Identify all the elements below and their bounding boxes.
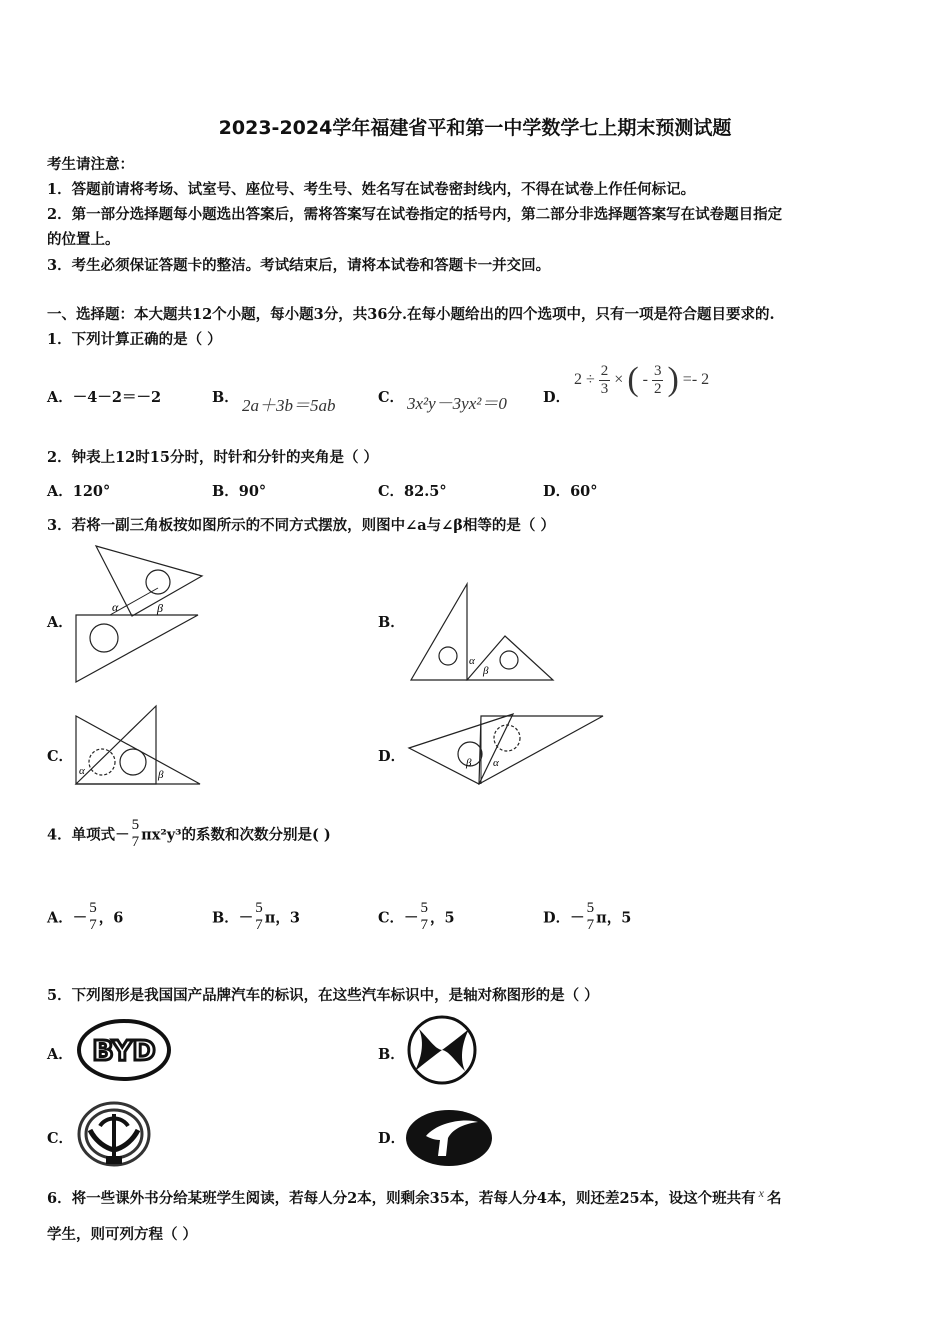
q4-a-label: A．－ — [47, 909, 88, 927]
q1-d-times: × — [614, 371, 624, 388]
byd-logo-text: BYD — [92, 1034, 156, 1067]
q4-b-num: 5 — [255, 900, 263, 916]
q3-option-a-label: A． — [47, 614, 73, 631]
q1-c-expr: 3x²y－3yx²＝0 — [407, 394, 507, 413]
q5-option-d-label: D． — [378, 1130, 406, 1147]
q4-c-num: 5 — [420, 900, 429, 916]
q4-b-den: 7 — [255, 917, 263, 933]
q6-var-x: x — [758, 1186, 764, 1200]
q4-frac — [130, 817, 142, 851]
q2-option-c: C．82.5° — [378, 483, 447, 500]
q4-a-den: 7 — [89, 917, 97, 933]
q6-line1 — [47, 1186, 781, 1208]
notice-item-2-cont: 的位置上。 — [47, 231, 120, 248]
q4-a-num: 5 — [89, 900, 97, 916]
q4-b-post: π，3 — [264, 909, 300, 927]
notice-item-2: 2．第一部分选择题每小题选出答案后，需将答案写在试卷指定的括号内，第二部分非选择题答案写在试卷题目指定 — [47, 206, 783, 223]
q3-figure-a — [70, 540, 210, 690]
page-title: 2023-2024学年福建省平和第一中学数学七上期末预测试题 — [218, 117, 732, 139]
notice-item-3: 3．考生必须保证答题卡的整洁。考试结束后，请将本试卷和答题卡一并交回。 — [47, 257, 551, 274]
faw-logo-image — [404, 1108, 494, 1168]
q1-a-expr: －4－2＝－2 — [72, 389, 162, 406]
dongfeng-logo-image — [405, 1015, 479, 1085]
q4-d-den: 7 — [586, 917, 595, 933]
q1-d-frac2-den: 2 — [653, 380, 662, 397]
q6-line1-end: 名 — [766, 1189, 782, 1207]
q4-c-label: C．－ — [378, 909, 419, 927]
q1-d-post: =- 2 — [682, 371, 710, 388]
q1-a-label: A． — [47, 389, 73, 406]
q1-d-rparen: ) — [667, 361, 679, 398]
q4-option-c — [378, 900, 455, 934]
q4-d-post: π，5 — [596, 909, 632, 927]
q5-option-a-label: A． — [47, 1046, 73, 1063]
q4-stem-post: πx²y³的系数和次数分别是( ) — [141, 826, 331, 844]
q3-figure-c — [70, 700, 210, 790]
q3-option-c-label: C． — [47, 748, 74, 765]
q4-option-a — [47, 900, 123, 934]
q1-d-frac2-num: 3 — [653, 362, 662, 379]
q5-stem: 5．下列图形是我国国产品牌汽车的标识，在这些汽车标识中，是轴对称图形的是（ ） — [47, 987, 599, 1004]
q1-d-lparen: ( — [627, 361, 639, 398]
q1-d-frac1-num: 2 — [600, 362, 609, 379]
q4-option-b — [212, 900, 300, 934]
q5-option-b-label: B． — [378, 1046, 405, 1063]
q1-d-minus: - — [642, 371, 648, 388]
q3-a-beta: β — [157, 601, 163, 615]
q4-a-post: ，6 — [98, 909, 124, 927]
q1-option-a — [47, 386, 161, 407]
q2-option-d: D．60° — [543, 483, 598, 500]
q3-figure-d — [403, 710, 613, 790]
q4-option-d — [543, 900, 631, 934]
notice-item-1: 1．答题前请将考场、试室号、座位号、考生号、姓名写在试卷密封线内，不得在试卷上作任何标记。 — [47, 181, 696, 198]
q4-b-frac — [253, 900, 265, 934]
q1-b-label: B． — [212, 389, 239, 406]
q3-a-alpha: α — [112, 600, 119, 614]
section-heading: 一、选择题：本大题共12个小题，每小题3分，共36分.在每小题给出的四个选项中，只有一项是符合题目要求的. — [47, 306, 775, 323]
q4-d-frac — [585, 900, 597, 934]
q4-b-label: B．－ — [212, 909, 254, 927]
q4-frac-den: 7 — [131, 834, 140, 850]
q4-d-label: D．－ — [543, 909, 585, 927]
brilliance-logo-image — [76, 1100, 152, 1168]
q4-a-frac — [87, 900, 99, 934]
q1-b-expr: 2a＋3b＝5ab — [242, 396, 336, 415]
q5-option-c-label: C． — [47, 1130, 74, 1147]
q3-figure-b — [405, 580, 560, 685]
q1-c-label: C． — [378, 389, 405, 406]
q3-stem: 3．若将一副三角板按如图所示的不同方式摆放，则图中∠a与∠β相等的是（ ） — [47, 517, 555, 534]
q6-line2: 学生，则可列方程（ ） — [47, 1226, 198, 1243]
q1-d-label: D． — [543, 389, 571, 406]
q4-c-post: ，5 — [430, 909, 455, 927]
q3-option-d-label: D． — [378, 748, 406, 765]
q2-option-b: B．90° — [212, 483, 267, 500]
q3-c-beta: β — [158, 769, 164, 781]
notice-heading: 考生请注意： — [47, 156, 134, 173]
q3-b-alpha: α — [469, 655, 475, 667]
q3-option-b-label: B． — [378, 614, 405, 631]
q4-d-num: 5 — [586, 900, 595, 916]
q4-c-frac — [419, 900, 431, 934]
q2-stem: 2．钟表上12时15分时，时针和分针的夹角是（ ） — [47, 449, 378, 466]
q1-stem: 1．下列计算正确的是（ ） — [47, 331, 222, 348]
q4-stem-pre: 4．单项式－ — [47, 826, 130, 844]
byd-logo-image — [76, 1019, 172, 1081]
q3-b-beta: β — [483, 665, 489, 677]
q4-c-den: 7 — [420, 917, 429, 933]
q6-line1-text: 6．将一些课外书分给某班学生阅读，若每人分2本，则剩余35本，若每人分4本，则还差25本，设这个班共有 — [47, 1189, 756, 1207]
q1-d-frac1-den: 3 — [600, 380, 609, 397]
q3-c-alpha: α — [79, 765, 85, 777]
q1-d-frac1 — [599, 363, 611, 398]
q2-option-a: A．120° — [47, 483, 111, 500]
q1-d-pre: 2 ÷ — [574, 371, 595, 388]
q1-d-expr — [574, 361, 709, 399]
q1-d-frac2 — [652, 363, 664, 398]
q4-frac-num: 5 — [131, 817, 140, 833]
q4-stem — [47, 817, 331, 851]
q3-d-alpha: α — [493, 757, 499, 769]
q3-d-beta: β — [466, 757, 472, 769]
